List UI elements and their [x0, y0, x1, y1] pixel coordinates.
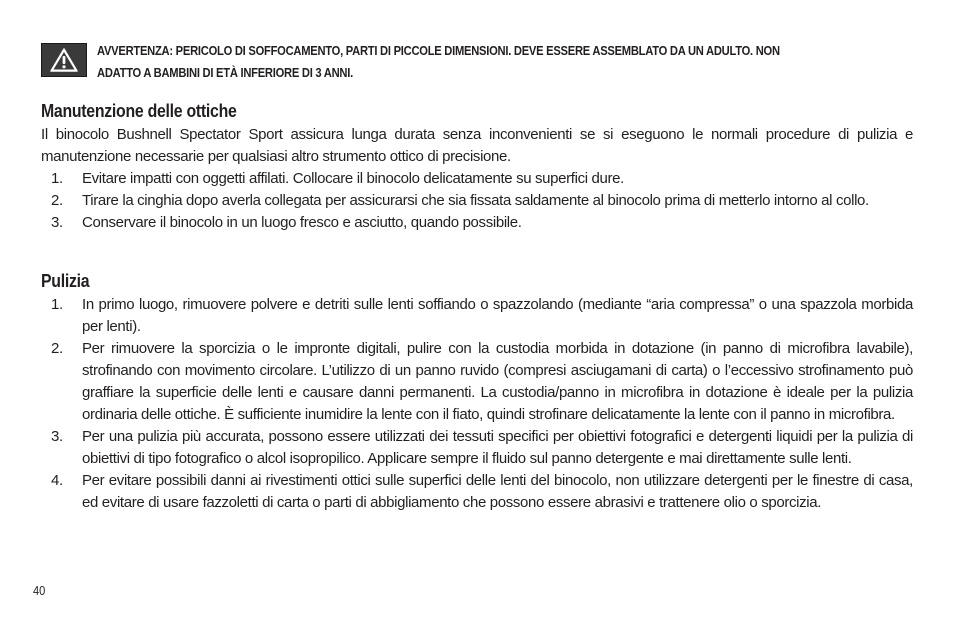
list-item [41, 190, 913, 212]
list-number: 1. [51, 296, 63, 313]
maintenance-list [41, 168, 913, 234]
list-item-text: Conservare il binocolo in un luogo fresco e asciutto, quando possibile. [82, 214, 522, 231]
warning-triangle-icon [41, 43, 87, 77]
page-number: 40 [33, 583, 46, 598]
list-item-text: Per una pulizia più accurata, possono essere utilizzati dei tessuti specifici per obiettivi fotografici e detergenti liquidi per la pulizia di obiettivi di tipo fotografico o alcol isopropilico. Applicare sempre il fluido sul panno detergente e mai direttamente sulle lenti. [82, 428, 913, 467]
list-item-text: Tirare la cinghia dopo averla collegata per assicurarsi che sia fissata saldamente al binocolo prima di metterlo intorno al collo. [82, 192, 869, 209]
maintenance-intro: Il binocolo Bushnell Spectator Sport assicura lunga durata senza inconvenienti se si eseguono le normali procedure di pulizia e manutenzione necessarie per qualsiasi altro strumento ottico di precisione. [41, 126, 913, 165]
list-item-text: Evitare impatti con oggetti affilati. Collocare il binocolo delicatamente su superfici dure. [82, 170, 624, 187]
warning-notice [41, 42, 913, 84]
section-title-maintenance: Manutenzione delle ottiche [41, 101, 237, 121]
list-item [41, 338, 913, 426]
list-number: 4. [51, 472, 63, 489]
list-item [41, 212, 913, 234]
list-number: 2. [51, 192, 63, 209]
list-item [41, 168, 913, 190]
list-number: 3. [51, 428, 63, 445]
list-number: 3. [51, 214, 63, 231]
list-item [41, 426, 913, 470]
list-item-text: In primo luogo, rimuovere polvere e detriti sulle lenti soffiando o spazzolando (mediante “aria compressa” o una spazzola morbida per lenti). [82, 296, 913, 335]
cleaning-list [41, 294, 913, 514]
warning-text: AVVERTENZA: PERICOLO DI SOFFOCAMENTO, PARTI DI PICCOLE DIMENSIONI. DEVE ESSERE ASSEMBLATO DA UN ADULTO. NON ADATTO A BAMBINI DI ETÀ INFERIORE DI 3 ANNI. [97, 43, 780, 80]
section-title-cleaning: Pulizia [41, 271, 90, 291]
list-item [41, 294, 913, 338]
list-item-text: Per evitare possibili danni ai rivestimenti ottici sulle superfici delle lenti del binocolo, non utilizzare detergenti per le finestre di casa, ed evitare di usare fazzoletti di carta o parti di abbigliamento che possono essere abrasivi e trattenere olio o sporcizia. [82, 472, 913, 511]
list-item-text: Per rimuovere la sporcizia o le impronte digitali, pulire con la custodia morbida in dotazione (in panno di microfibra lavabile), strofinando con movimento circolare. L’utilizzo di un panno ruvido (compresi asciugamani di carta) o l’eccessivo strofinamento può graffiare la superficie delle lenti e causare danni permanenti. La custodia/panno in microfibra in dotazione è ideale per la pulizia ordinaria delle ottiche. È sufficiente inumidire la lente con il fiato, quindi strofinare delicatamente la lente con il panno in microfibra. [82, 340, 913, 423]
list-number: 1. [51, 170, 63, 187]
list-item [41, 470, 913, 514]
list-number: 2. [51, 340, 63, 357]
